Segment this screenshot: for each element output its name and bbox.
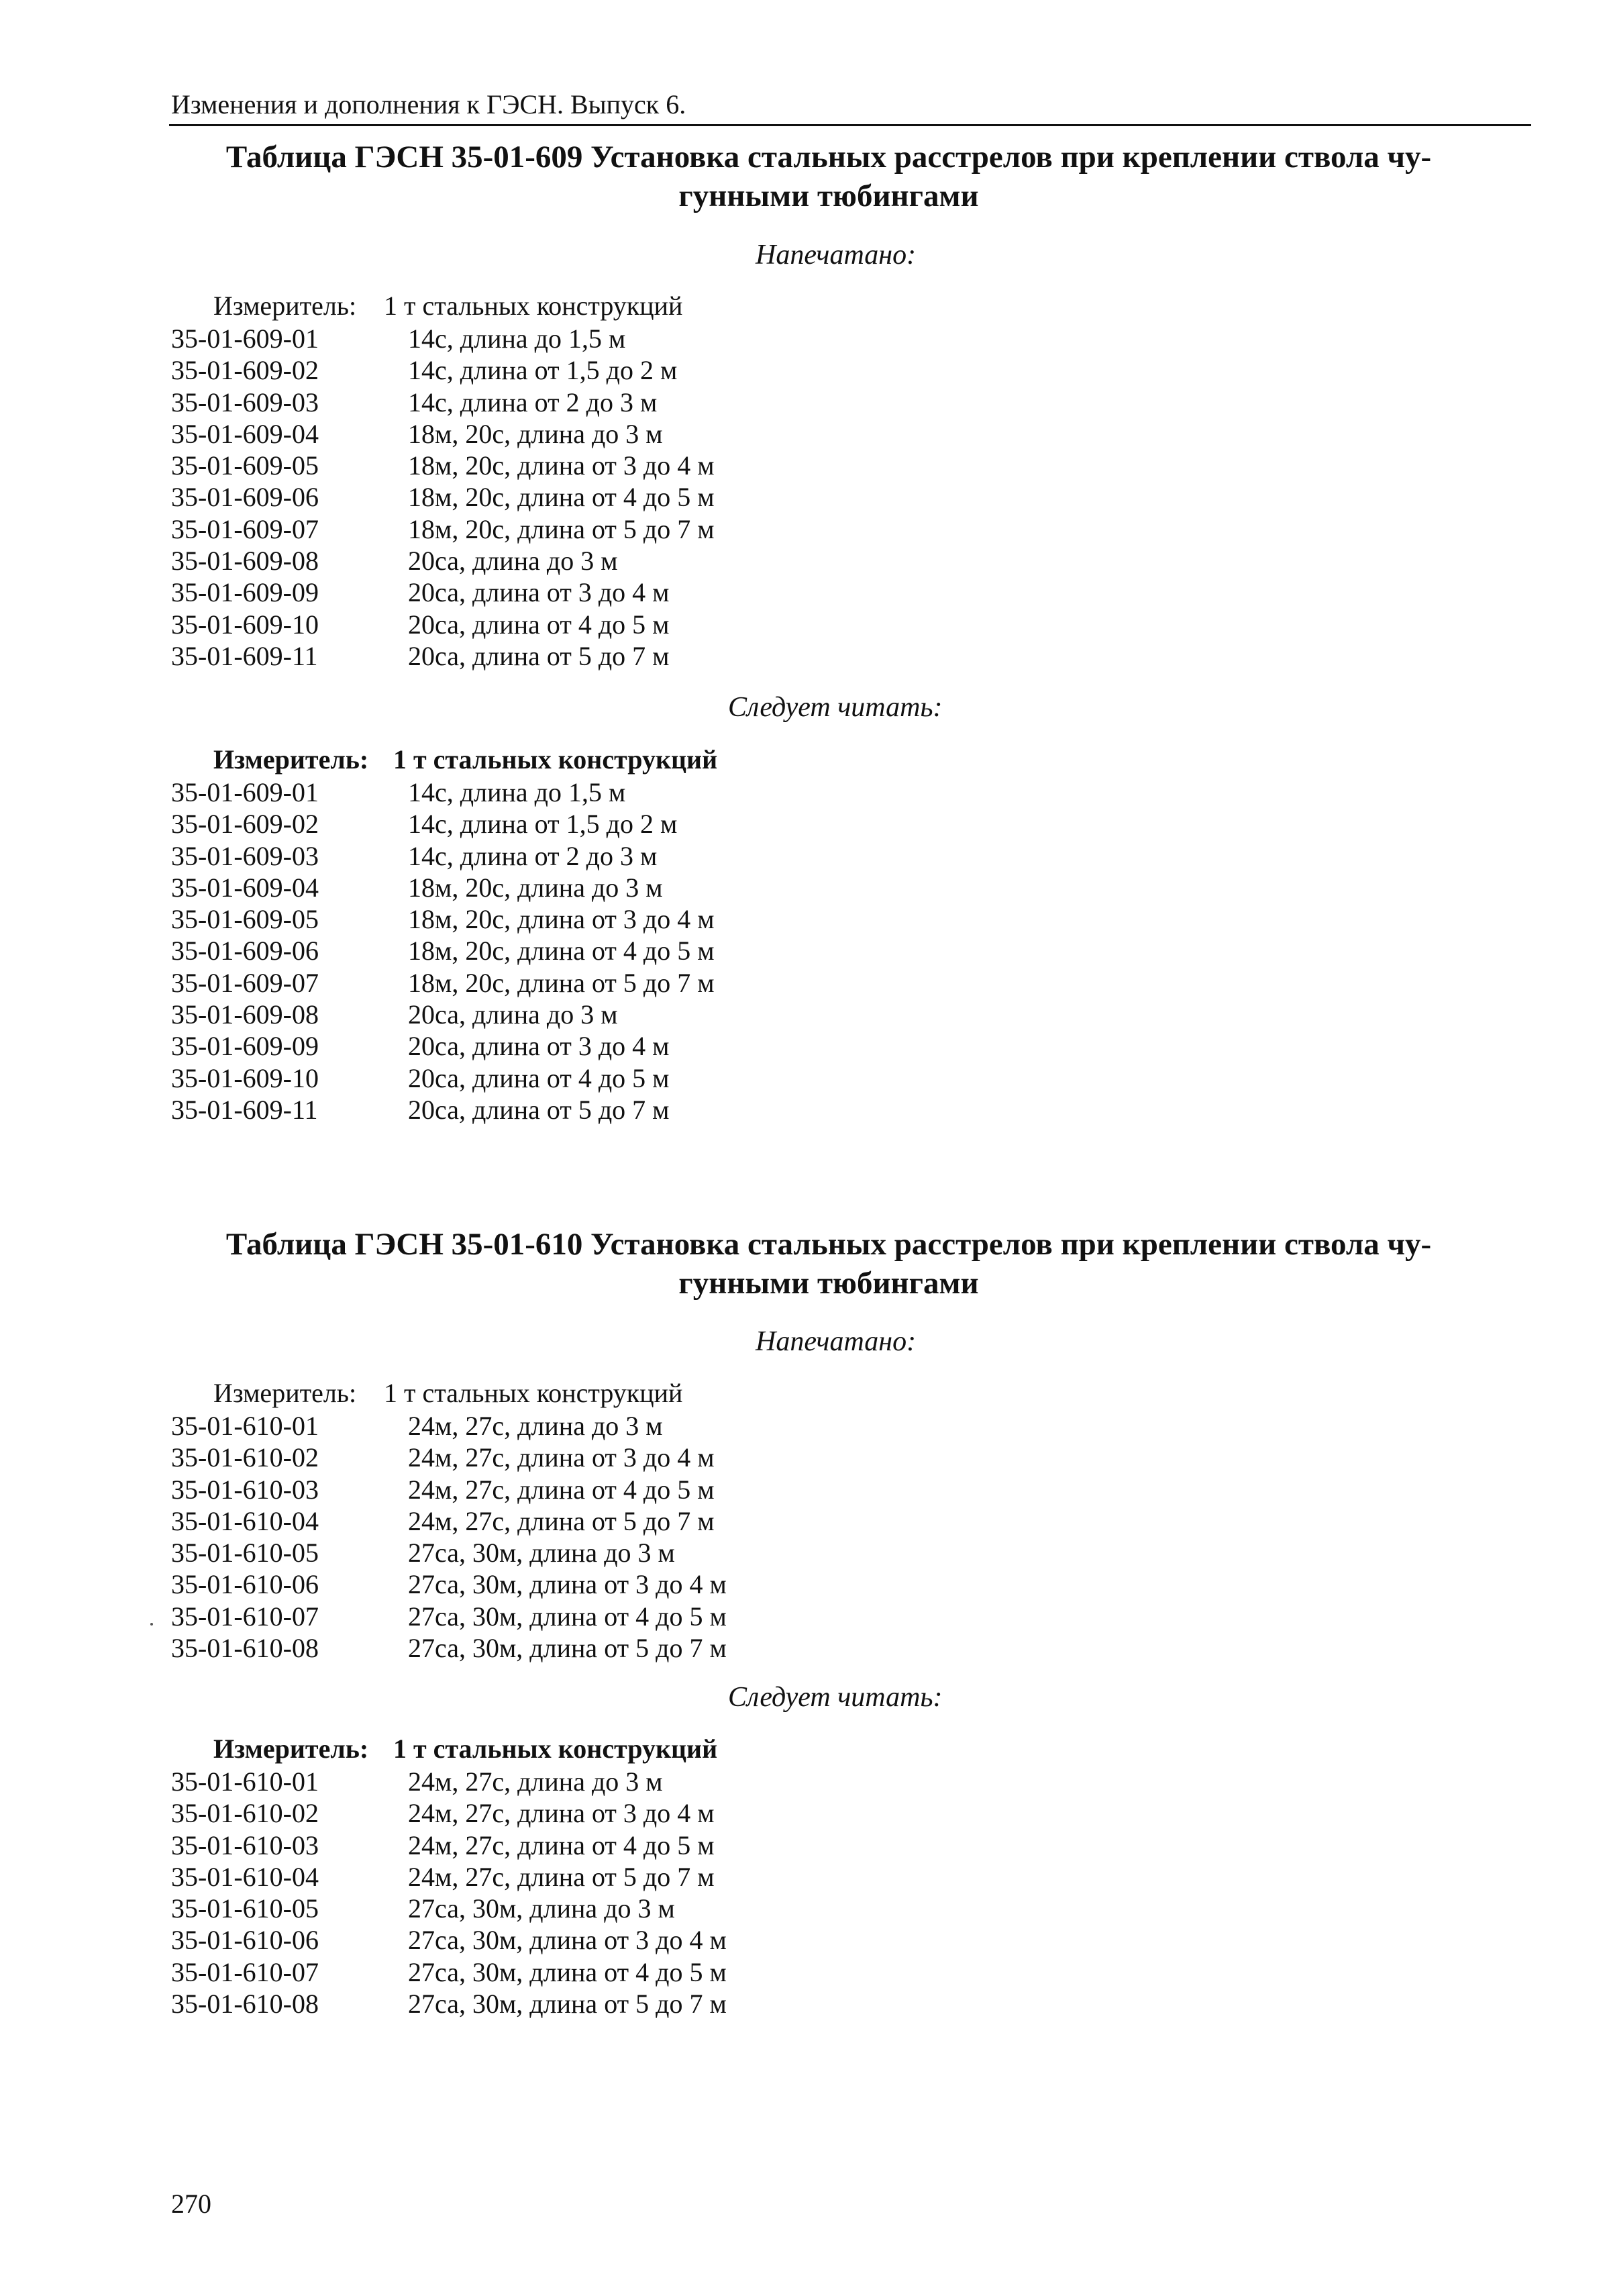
norm-code: 35-01-609-10 bbox=[171, 1062, 319, 1093]
table-609-title: Таблица ГЭСН 35-01-609 Установка стальных расстрелов при креплении ствола чу- гунными тюбингами bbox=[225, 140, 1432, 213]
norm-description: 24м, 27с, длина от 3 до 4 м bbox=[408, 1798, 715, 1829]
norm-code: 35-01-609-02 bbox=[171, 355, 319, 386]
measure-value: 1 т стальных конструкций bbox=[384, 291, 683, 321]
norm-description: 24м, 27с, длина до 3 м bbox=[408, 1766, 663, 1797]
norm-code: 35-01-610-01 bbox=[171, 1766, 319, 1797]
measure-value: 1 т стальных конструкций bbox=[384, 1378, 683, 1408]
norm-description: 27са, 30м, длина от 4 до 5 м bbox=[408, 1956, 727, 1987]
norm-description: 14с, длина от 2 до 3 м bbox=[408, 840, 658, 871]
norm-description: 27са, 30м, длина от 5 до 7 м bbox=[408, 1633, 727, 1664]
table-609-corrected-status: Следует читать: bbox=[728, 692, 943, 723]
norm-description: 20са, длина до 3 м bbox=[408, 999, 618, 1030]
norm-code: 35-01-609-05 bbox=[171, 450, 319, 481]
norm-code: 35-01-610-02 bbox=[171, 1798, 319, 1829]
norm-description: 18м, 20с, длина от 3 до 4 м bbox=[408, 904, 715, 935]
norm-description: 14с, длина от 2 до 3 м bbox=[408, 387, 658, 417]
norm-description: 27са, 30м, длина от 3 до 4 м bbox=[408, 1925, 727, 1956]
norm-code: 35-01-609-04 bbox=[171, 418, 319, 449]
table-609-printed-status: Напечатано: bbox=[756, 240, 917, 270]
norm-description: 18м, 20с, длина от 4 до 5 м bbox=[408, 482, 715, 513]
page-header: Изменения и дополнения к ГЭСН. Выпуск 6. bbox=[171, 89, 686, 119]
norm-code: 35-01-609-04 bbox=[171, 872, 319, 903]
norm-description: 20са, длина от 3 до 4 м bbox=[408, 577, 670, 608]
norm-description: 27са, 30м, длина от 5 до 7 м bbox=[408, 1989, 727, 2019]
norm-code: 35-01-609-06 bbox=[171, 936, 319, 966]
norm-code: 35-01-610-06 bbox=[171, 1569, 319, 1600]
norm-code: 35-01-610-04 bbox=[171, 1861, 319, 1892]
norm-code: 35-01-609-09 bbox=[171, 577, 319, 608]
norm-code: 35-01-609-09 bbox=[171, 1031, 319, 1062]
measure-label: Измеритель: bbox=[213, 1734, 369, 1764]
norm-description: 24м, 27с, длина до 3 м bbox=[408, 1411, 663, 1441]
norm-description: 18м, 20с, длина от 5 до 7 м bbox=[408, 513, 715, 544]
norm-code: 35-01-609-08 bbox=[171, 999, 319, 1030]
norm-code: 35-01-609-05 bbox=[171, 904, 319, 935]
norm-code: 35-01-609-01 bbox=[171, 323, 319, 354]
norm-code: 35-01-610-02 bbox=[171, 1442, 319, 1473]
norm-description: 27са, 30м, длина до 3 м bbox=[408, 1538, 675, 1568]
norm-description: 14с, длина до 1,5 м bbox=[408, 323, 626, 354]
norm-code: 35-01-609-07 bbox=[171, 513, 319, 544]
norm-code: 35-01-609-06 bbox=[171, 482, 319, 513]
measure-label: Измеритель: bbox=[213, 1378, 357, 1408]
norm-code: 35-01-609-02 bbox=[171, 809, 319, 840]
norm-description: 24м, 27с, длина от 5 до 7 м bbox=[408, 1505, 715, 1536]
norm-description: 14с, длина от 1,5 до 2 м bbox=[408, 355, 678, 386]
norm-code: 35-01-610-04 bbox=[171, 1505, 319, 1536]
measure-value: 1 т стальных конструкций bbox=[393, 744, 718, 775]
norm-code: 35-01-610-03 bbox=[171, 1830, 319, 1860]
norm-description: 20са, длина от 5 до 7 м bbox=[408, 1094, 670, 1125]
norm-description: 24м, 27с, длина от 5 до 7 м bbox=[408, 1861, 715, 1892]
norm-description: 14с, длина от 1,5 до 2 м bbox=[408, 809, 678, 840]
norm-description: 24м, 27с, длина от 4 до 5 м bbox=[408, 1474, 715, 1505]
norm-description: 27са, 30м, длина от 4 до 5 м bbox=[408, 1601, 727, 1632]
norm-description: 27са, 30м, длина от 3 до 4 м bbox=[408, 1569, 727, 1600]
norm-code: 35-01-609-01 bbox=[171, 777, 319, 807]
norm-description: 14с, длина до 1,5 м bbox=[408, 777, 626, 807]
norm-code: 35-01-610-06 bbox=[171, 1925, 319, 1956]
norm-code: 35-01-610-08 bbox=[171, 1633, 319, 1664]
table-610-title: Таблица ГЭСН 35-01-610 Установка стальных расстрелов при креплении ствола чу- гунными тюбингами bbox=[225, 1227, 1432, 1301]
norm-description: 18м, 20с, длина от 3 до 4 м bbox=[408, 450, 715, 481]
measure-label: Измеритель: bbox=[213, 291, 357, 321]
norm-description: 24м, 27с, длина от 3 до 4 м bbox=[408, 1442, 715, 1473]
table-610-printed-status: Напечатано: bbox=[756, 1326, 917, 1357]
measure-label: Измеритель: bbox=[213, 744, 369, 775]
norm-description: 18м, 20с, длина до 3 м bbox=[408, 872, 663, 903]
norm-code: 35-01-610-05 bbox=[171, 1538, 319, 1568]
norm-description: 18м, 20с, длина от 4 до 5 м bbox=[408, 936, 715, 966]
norm-description: 24м, 27с, длина от 4 до 5 м bbox=[408, 1830, 715, 1860]
norm-code: 35-01-610-03 bbox=[171, 1474, 319, 1505]
norm-code: 35-01-609-03 bbox=[171, 387, 319, 417]
norm-code: 35-01-610-08 bbox=[171, 1989, 319, 2019]
norm-code: 35-01-609-08 bbox=[171, 546, 319, 577]
norm-code: 35-01-609-10 bbox=[171, 609, 319, 640]
norm-description: 18м, 20с, длина до 3 м bbox=[408, 418, 663, 449]
table-610-corrected-status: Следует читать: bbox=[728, 1682, 943, 1713]
norm-code: 35-01-609-11 bbox=[171, 1094, 318, 1125]
norm-description: 20са, длина до 3 м bbox=[408, 546, 618, 577]
norm-description: 20са, длина от 4 до 5 м bbox=[408, 609, 670, 640]
page-number: 270 bbox=[171, 2189, 211, 2219]
norm-code: 35-01-610-01 bbox=[171, 1411, 319, 1441]
norm-description: 18м, 20с, длина от 5 до 7 м bbox=[408, 967, 715, 998]
norm-code: 35-01-610-07 bbox=[171, 1956, 319, 1987]
norm-description: 20са, длина от 4 до 5 м bbox=[408, 1062, 670, 1093]
norm-code: 35-01-609-11 bbox=[171, 640, 318, 671]
norm-code: 35-01-609-07 bbox=[171, 967, 319, 998]
norm-code: 35-01-610-07 bbox=[171, 1601, 319, 1632]
norm-description: 20са, длина от 3 до 4 м bbox=[408, 1031, 670, 1062]
stray-mark bbox=[150, 1623, 153, 1626]
norm-code: 35-01-610-05 bbox=[171, 1893, 319, 1924]
norm-description: 20са, длина от 5 до 7 м bbox=[408, 640, 670, 671]
norm-description: 27са, 30м, длина до 3 м bbox=[408, 1893, 675, 1924]
norm-code: 35-01-609-03 bbox=[171, 840, 319, 871]
measure-value: 1 т стальных конструкций bbox=[393, 1734, 718, 1764]
header-rule bbox=[169, 124, 1531, 126]
